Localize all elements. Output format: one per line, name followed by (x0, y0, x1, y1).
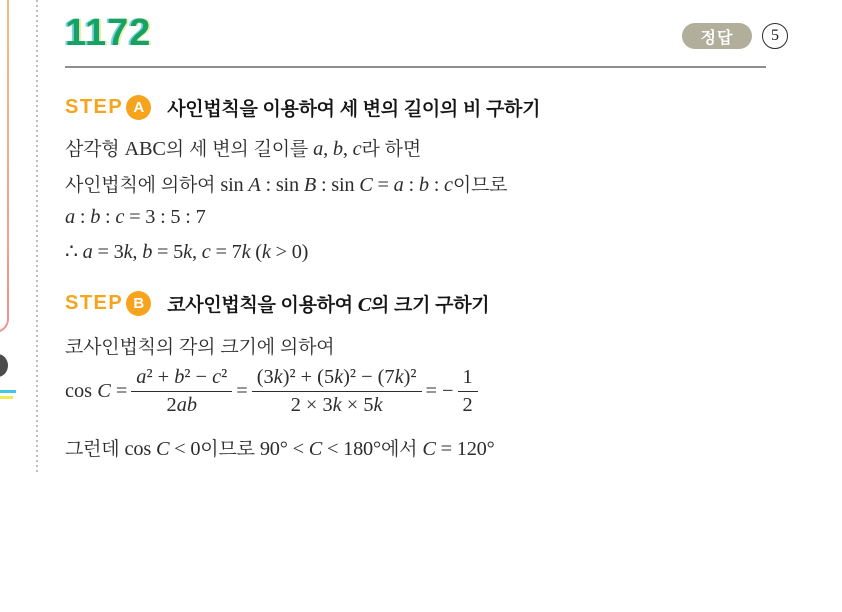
formula-lead: cos C = (65, 380, 128, 402)
step-b-heading (65, 290, 489, 317)
adjacent-circled-number-fragment (0, 354, 8, 377)
formula-equals-3: = − (425, 380, 454, 402)
step-a-label: STEP (65, 96, 124, 118)
answer-choice-circle (762, 23, 788, 49)
adjacent-cyan-line-fragment (0, 390, 16, 393)
formula-equals-2: = (236, 380, 248, 402)
adjacent-yellow-line-fragment (0, 396, 13, 399)
step-a-circle-icon (126, 95, 151, 120)
cosine-formula (65, 366, 482, 417)
step-b-title: 코사인법칙을 이용하여 C의 크기 구하기 (167, 294, 490, 316)
fraction-1-denominator: 2ab (166, 394, 198, 416)
fraction-2 (252, 366, 422, 417)
fraction-1-numerator: a² + b² − c² (131, 366, 232, 392)
fraction-2-denominator: 2 × 3k × 5k (290, 394, 383, 416)
column-divider-dotted (36, 0, 38, 472)
solution-line-4: ∴ a = 3k, b = 5k, c = 7k (k > 0) (65, 241, 309, 263)
fraction-2-numerator: (3k)² + (5k)² − (7k)² (252, 366, 422, 392)
solution-line-1: 삼각형 ABC의 세 변의 길이를 a, b, c라 하면 (65, 138, 421, 160)
answer-area (682, 23, 788, 49)
step-b-label: STEP (65, 292, 124, 314)
solution-line-2: 사인법칙에 의하여 sin A : sin B : sin C = a : b : c이므로 (65, 174, 508, 196)
header-rule (65, 66, 766, 68)
step-b-circle-icon (126, 291, 151, 316)
answer-badge: 정답 (682, 23, 752, 49)
fraction-1 (131, 366, 232, 417)
step-a-title: 사인법칙을 이용하여 세 변의 길이의 비 구하기 (167, 99, 541, 120)
step-a-letter: A (133, 99, 145, 116)
problem-number: 1172 (65, 12, 152, 54)
step-a-heading (65, 94, 540, 121)
answer-choice-number: 5 (771, 27, 779, 44)
solution-line-3: a : b : c = 3 : 5 : 7 (65, 206, 206, 228)
fraction-3 (458, 366, 478, 417)
step-b-letter: B (133, 295, 145, 312)
adjacent-box-corner-fragment (0, 300, 9, 333)
solution-line-6: 그런데 cos C < 0이므로 90° < C < 180°에서 C = 120° (65, 438, 495, 460)
fraction-3-numerator: 1 (458, 366, 478, 392)
page-edge-line (7, 0, 9, 302)
fraction-3-denominator: 2 (462, 394, 473, 416)
solution-line-5: 코사인법칙의 각의 크기에 의하여 (65, 337, 335, 358)
